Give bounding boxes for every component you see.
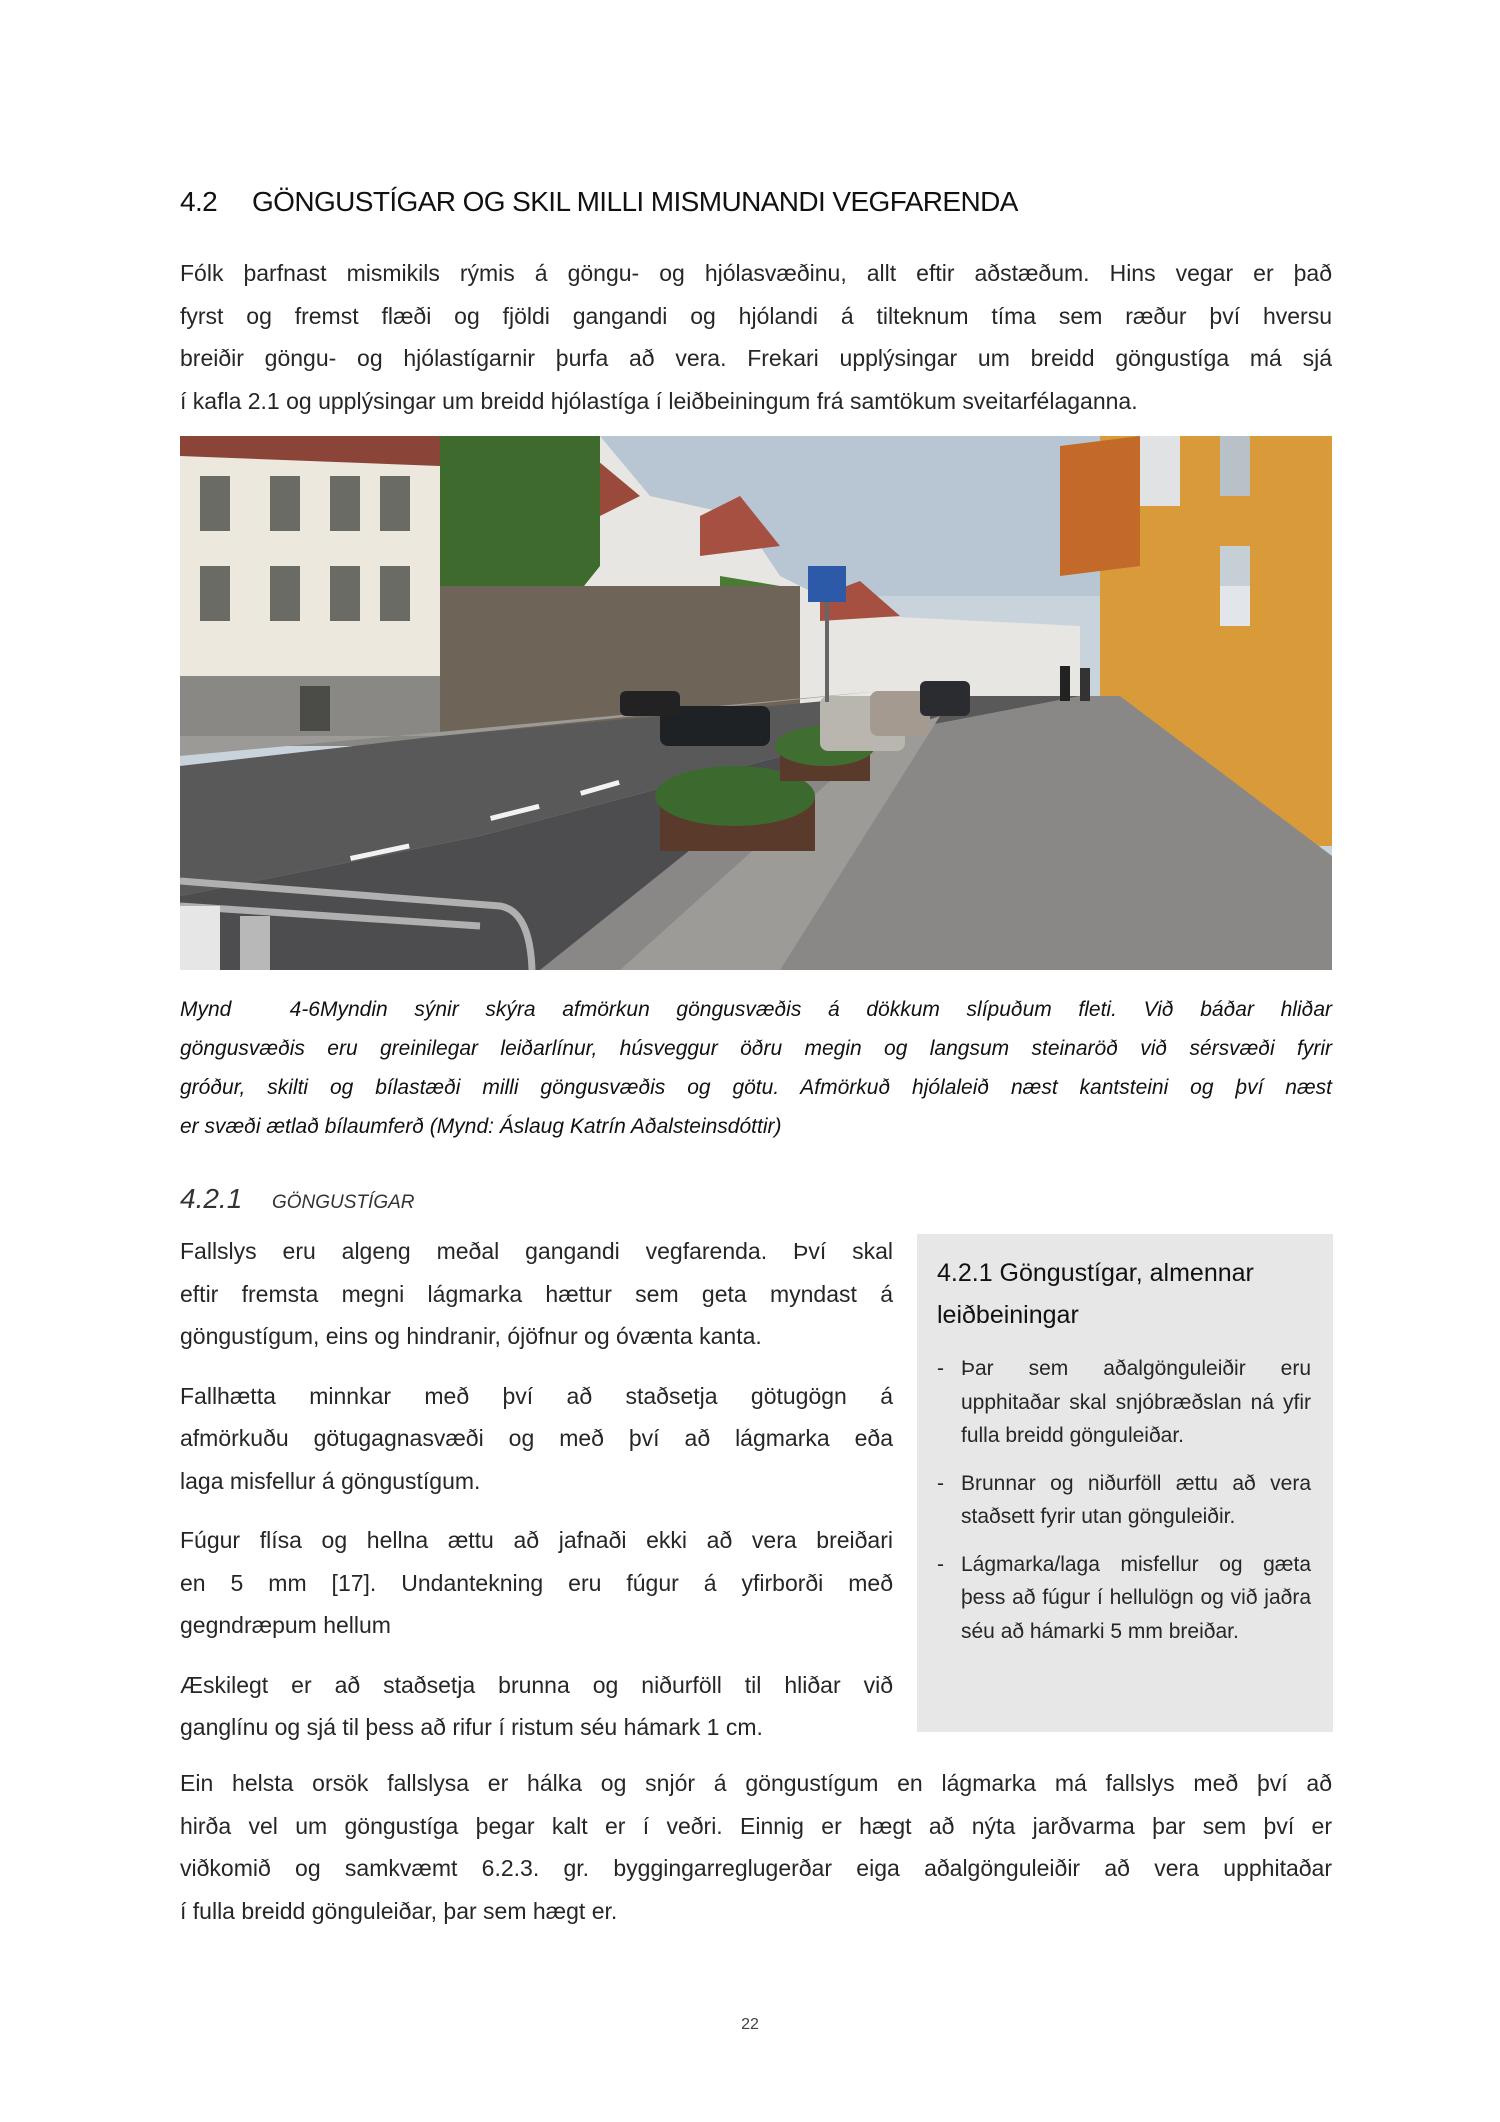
text-line: afmörkuðu götugagnasvæði og með því að lágmarka eða bbox=[180, 1425, 893, 1451]
caption-line: gróður, skilti og bílastæði milli göngusvæðis og götu. Afmörkuð hjólaleið næst kantsteini og því næst bbox=[180, 1076, 1332, 1099]
text-line: Fúgur flísa og hellna ættu að jafnaði ekki að vera breiðari bbox=[180, 1527, 893, 1553]
section-heading bbox=[180, 186, 1018, 218]
text-line: breiðir göngu- og hjólastígarnir þurfa að vera. Frekari upplýsingar um breidd göngustíga má sjá bbox=[180, 345, 1332, 371]
subsection-title: GÖNGUSTÍGAR bbox=[272, 1192, 415, 1213]
section-number: 4.2 bbox=[180, 186, 218, 217]
subsection-heading bbox=[180, 1183, 415, 1215]
list-item bbox=[937, 1352, 1311, 1453]
list-item bbox=[937, 1548, 1311, 1649]
text-line: gegndræpum hellum bbox=[180, 1612, 391, 1638]
text-line: Fallhætta minnkar með því að staðsetja götugögn á bbox=[180, 1382, 893, 1409]
text-line: eftir fremsta megni lágmarka hættur sem geta myndast á bbox=[180, 1280, 893, 1307]
text-line: viðkomið og samkvæmt 6.2.3. gr. byggingarreglugerðar eiga aðalgönguleiðir að vera upphitaðar bbox=[180, 1855, 1332, 1881]
bullet-dash: - bbox=[937, 1357, 944, 1380]
bullet-dash: - bbox=[937, 1552, 944, 1576]
white-building bbox=[180, 436, 440, 676]
text-line: Fallslys eru algeng meðal gangandi vegfarenda. Því skal bbox=[180, 1238, 893, 1264]
guideline-list bbox=[937, 1352, 1311, 1662]
figure-label: Mynd 4-6 bbox=[180, 998, 320, 1021]
text-line: Ein helsta orsök fallslysa er hálka og snjór á göngustígum en lágmarka má fallslys með því að bbox=[180, 1770, 1332, 1796]
text-line: fyrst og fremst flæði og fjöldi gangandi og hjólandi á tilteknum tíma sem ræður því hversu bbox=[180, 302, 1332, 329]
left-column bbox=[180, 1230, 893, 1766]
text-line: Æskilegt er að staðsetja brunna og niðurföll til hliðar við bbox=[180, 1671, 893, 1698]
subsection-number: 4.2.1 bbox=[180, 1183, 243, 1214]
text-line: göngustígum, eins og hindranir, ójöfnur og óvænta kanta. bbox=[180, 1323, 762, 1349]
paragraph bbox=[180, 1375, 893, 1503]
caption-text: Myndin sýnir skýra afmörkun göngusvæðis á dökkum slípuðum fleti. Við báðar hliðar bbox=[320, 998, 1332, 1021]
parking-sign bbox=[808, 566, 846, 602]
text-line: laga misfellur á göngustígum. bbox=[180, 1467, 481, 1494]
text-line: en 5 mm [17]. Undantekning eru fúgur á yfirborði með bbox=[180, 1569, 893, 1596]
intro-paragraph bbox=[180, 252, 1332, 422]
bullet-dash: - bbox=[937, 1471, 944, 1495]
list-item-text: Þar sem aðalgönguleiðir eru upphitaðar skal snjóbræðslan ná yfir fulla breidd gönguleiðar. bbox=[961, 1357, 1311, 1447]
bottom-paragraph bbox=[180, 1762, 1332, 1932]
paragraph bbox=[180, 1519, 893, 1647]
paragraph bbox=[180, 1230, 893, 1358]
paragraph bbox=[180, 1664, 893, 1749]
street-photo bbox=[180, 436, 1332, 970]
sidebox-title: 4.2.1 Göngustígar, almennar leiðbeiningar bbox=[937, 1259, 1254, 1329]
text-line: í fulla breidd gönguleiðar, þar sem hægt er. bbox=[180, 1897, 618, 1924]
caption-line: göngusvæðis eru greinilegar leiðarlínur, húsveggur öðru megin og langsum steinaröð við sérsvæði fyrir bbox=[180, 1037, 1332, 1060]
text-line: ganglínu og sjá til þess að rifur í ristum séu hámark 1 cm. bbox=[180, 1714, 763, 1740]
list-item-text: Lágmarka/laga misfellur og gæta þess að fúgur í hellulögn og við jaðra séu að hámarki 5 mm breiðar. bbox=[961, 1552, 1311, 1643]
list-item-text: Brunnar og niðurföll ættu að vera staðsett fyrir utan gönguleiðir. bbox=[961, 1471, 1311, 1528]
text-line: í kafla 2.1 og upplýsingar um breidd hjólastíga í leiðbeiningum frá samtökum sveitarfélaganna. bbox=[180, 387, 1138, 414]
section-title: GÖNGUSTÍGAR OG SKIL MILLI MISMUNANDI VEGFARENDA bbox=[252, 186, 1018, 217]
text-line: Fólk þarfnast mismikils rýmis á göngu- og hjólasvæðinu, allt eftir aðstæðum. Hins vegar er það bbox=[180, 260, 1332, 286]
guidelines-sidebox bbox=[917, 1234, 1333, 1732]
caption-line: er svæði ætlað bílaumferð (Mynd: Áslaug Katrín Aðalsteinsdóttir) bbox=[180, 1115, 782, 1138]
caption-line bbox=[180, 990, 1332, 1029]
text-line: hirða vel um göngustíga þegar kalt er í veðri. Einnig er hægt að nýta jarðvarma þar sem því er bbox=[180, 1812, 1332, 1839]
page-number: 22 bbox=[741, 2016, 759, 2033]
list-item bbox=[937, 1467, 1311, 1534]
figure-caption bbox=[180, 990, 1332, 1146]
